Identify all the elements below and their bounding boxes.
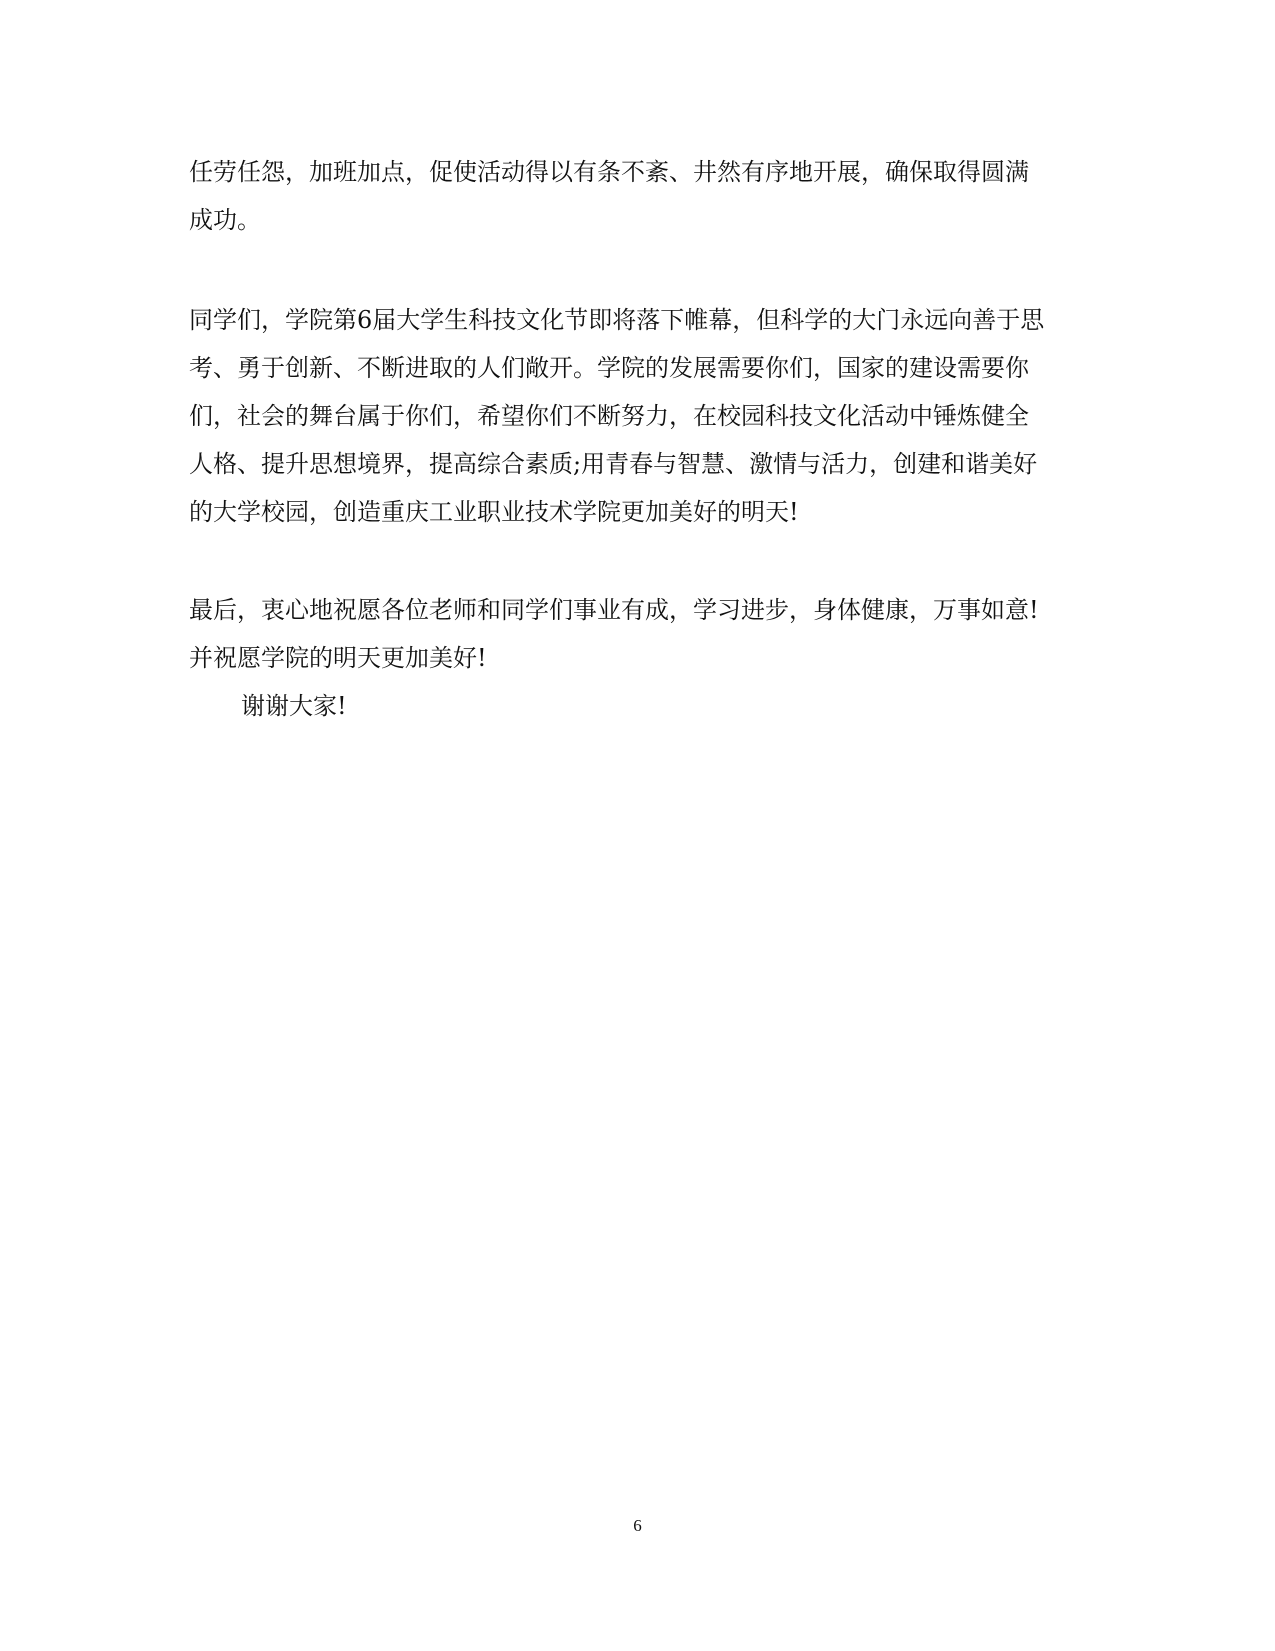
paragraph-line: 最后，衷心地祝愿各位老师和同学们事业有成，学习进步，身体健康，万事如意!	[189, 596, 1039, 624]
paragraph-line: 同学们，学院第6届大学生科技文化节即将落下帷幕，但科学的大门永远向善于思	[189, 306, 1045, 334]
paragraph-line: 考、勇于创新、不断进取的人们敞开。学院的发展需要你们，国家的建设需要你	[189, 354, 1029, 382]
paragraph-2	[189, 296, 1079, 536]
paragraph-1	[189, 148, 1079, 244]
paragraph-line: 任劳任怨，加班加点，促使活动得以有条不紊、井然有序地开展，确保取得圆满	[189, 158, 1029, 186]
paragraph-line: 并祝愿学院的明天更加美好!	[189, 644, 487, 672]
closing-line: 谢谢大家!	[241, 692, 347, 720]
paragraph-line: 的大学校园，创造重庆工业职业技术学院更加美好的明天!	[189, 498, 799, 526]
paragraph-line: 人格、提升思想境界，提高综合素质;用青春与智慧、激情与活力，创建和谐美好	[189, 450, 1038, 478]
paragraph-line: 们，社会的舞台属于你们，希望你们不断努力，在校园科技文化活动中锤炼健全	[189, 402, 1029, 430]
paragraph-line: 成功。	[189, 206, 261, 234]
paragraph-3	[189, 586, 1079, 730]
page-number: 6	[633, 1516, 642, 1535]
